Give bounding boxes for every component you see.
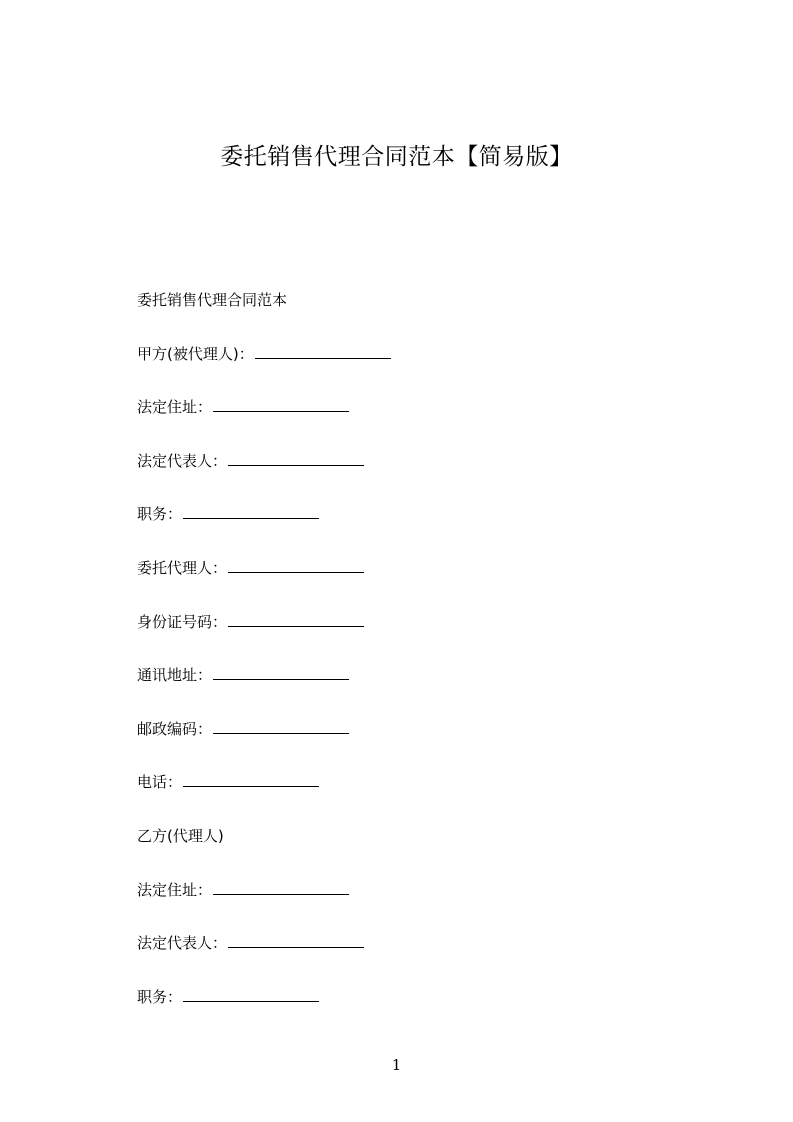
party-a-address-line [137,393,697,447]
fill-blank [228,932,364,948]
party-b-label: 乙方(代理人) [137,826,224,845]
field-label: 职务： [137,505,183,524]
fill-blank [213,718,349,734]
page-title: 委托销售代理合同范本【简易版】 [220,144,573,170]
party-a-label: 甲方(被代理人)： [137,344,254,363]
party-a-legal-rep-line [137,447,697,501]
party-a-agent-line [137,554,697,608]
field-label: 邮政编码： [137,719,213,738]
field-label: 电话： [137,773,183,792]
party-b-legal-rep-line [137,929,697,983]
party-a-position-line [137,500,697,554]
fill-blank [213,664,349,680]
field-label: 委托代理人： [137,558,228,577]
fill-blank [213,879,349,895]
field-label: 法定代表人： [137,451,228,470]
fill-blank [183,771,319,787]
party-a-mailing-address-line [137,661,697,715]
field-label: 身份证号码： [137,612,228,631]
field-label: 职务： [137,987,183,1006]
contract-heading: 委托销售代理合同范本 [137,291,288,309]
document-body [137,286,697,1036]
party-a-postal-code-line [137,715,697,769]
party-a-phone-line [137,768,697,822]
party-b-position-line [137,983,697,1037]
fill-blank [213,396,349,412]
fill-blank-party-a [255,343,391,359]
fill-blank [183,503,319,519]
party-b-address-line [137,876,697,930]
field-label: 法定代表人： [137,934,228,953]
fill-blank [183,986,319,1002]
page-number: 1 [391,1056,402,1074]
party-a-id-number-line [137,608,697,662]
field-label: 法定住址： [137,398,213,417]
fill-blank [228,611,364,627]
field-label: 通讯地址： [137,666,213,685]
fill-blank [228,450,364,466]
party-a-line [137,340,697,394]
field-label: 法定住址： [137,880,213,899]
fill-blank [228,557,364,573]
